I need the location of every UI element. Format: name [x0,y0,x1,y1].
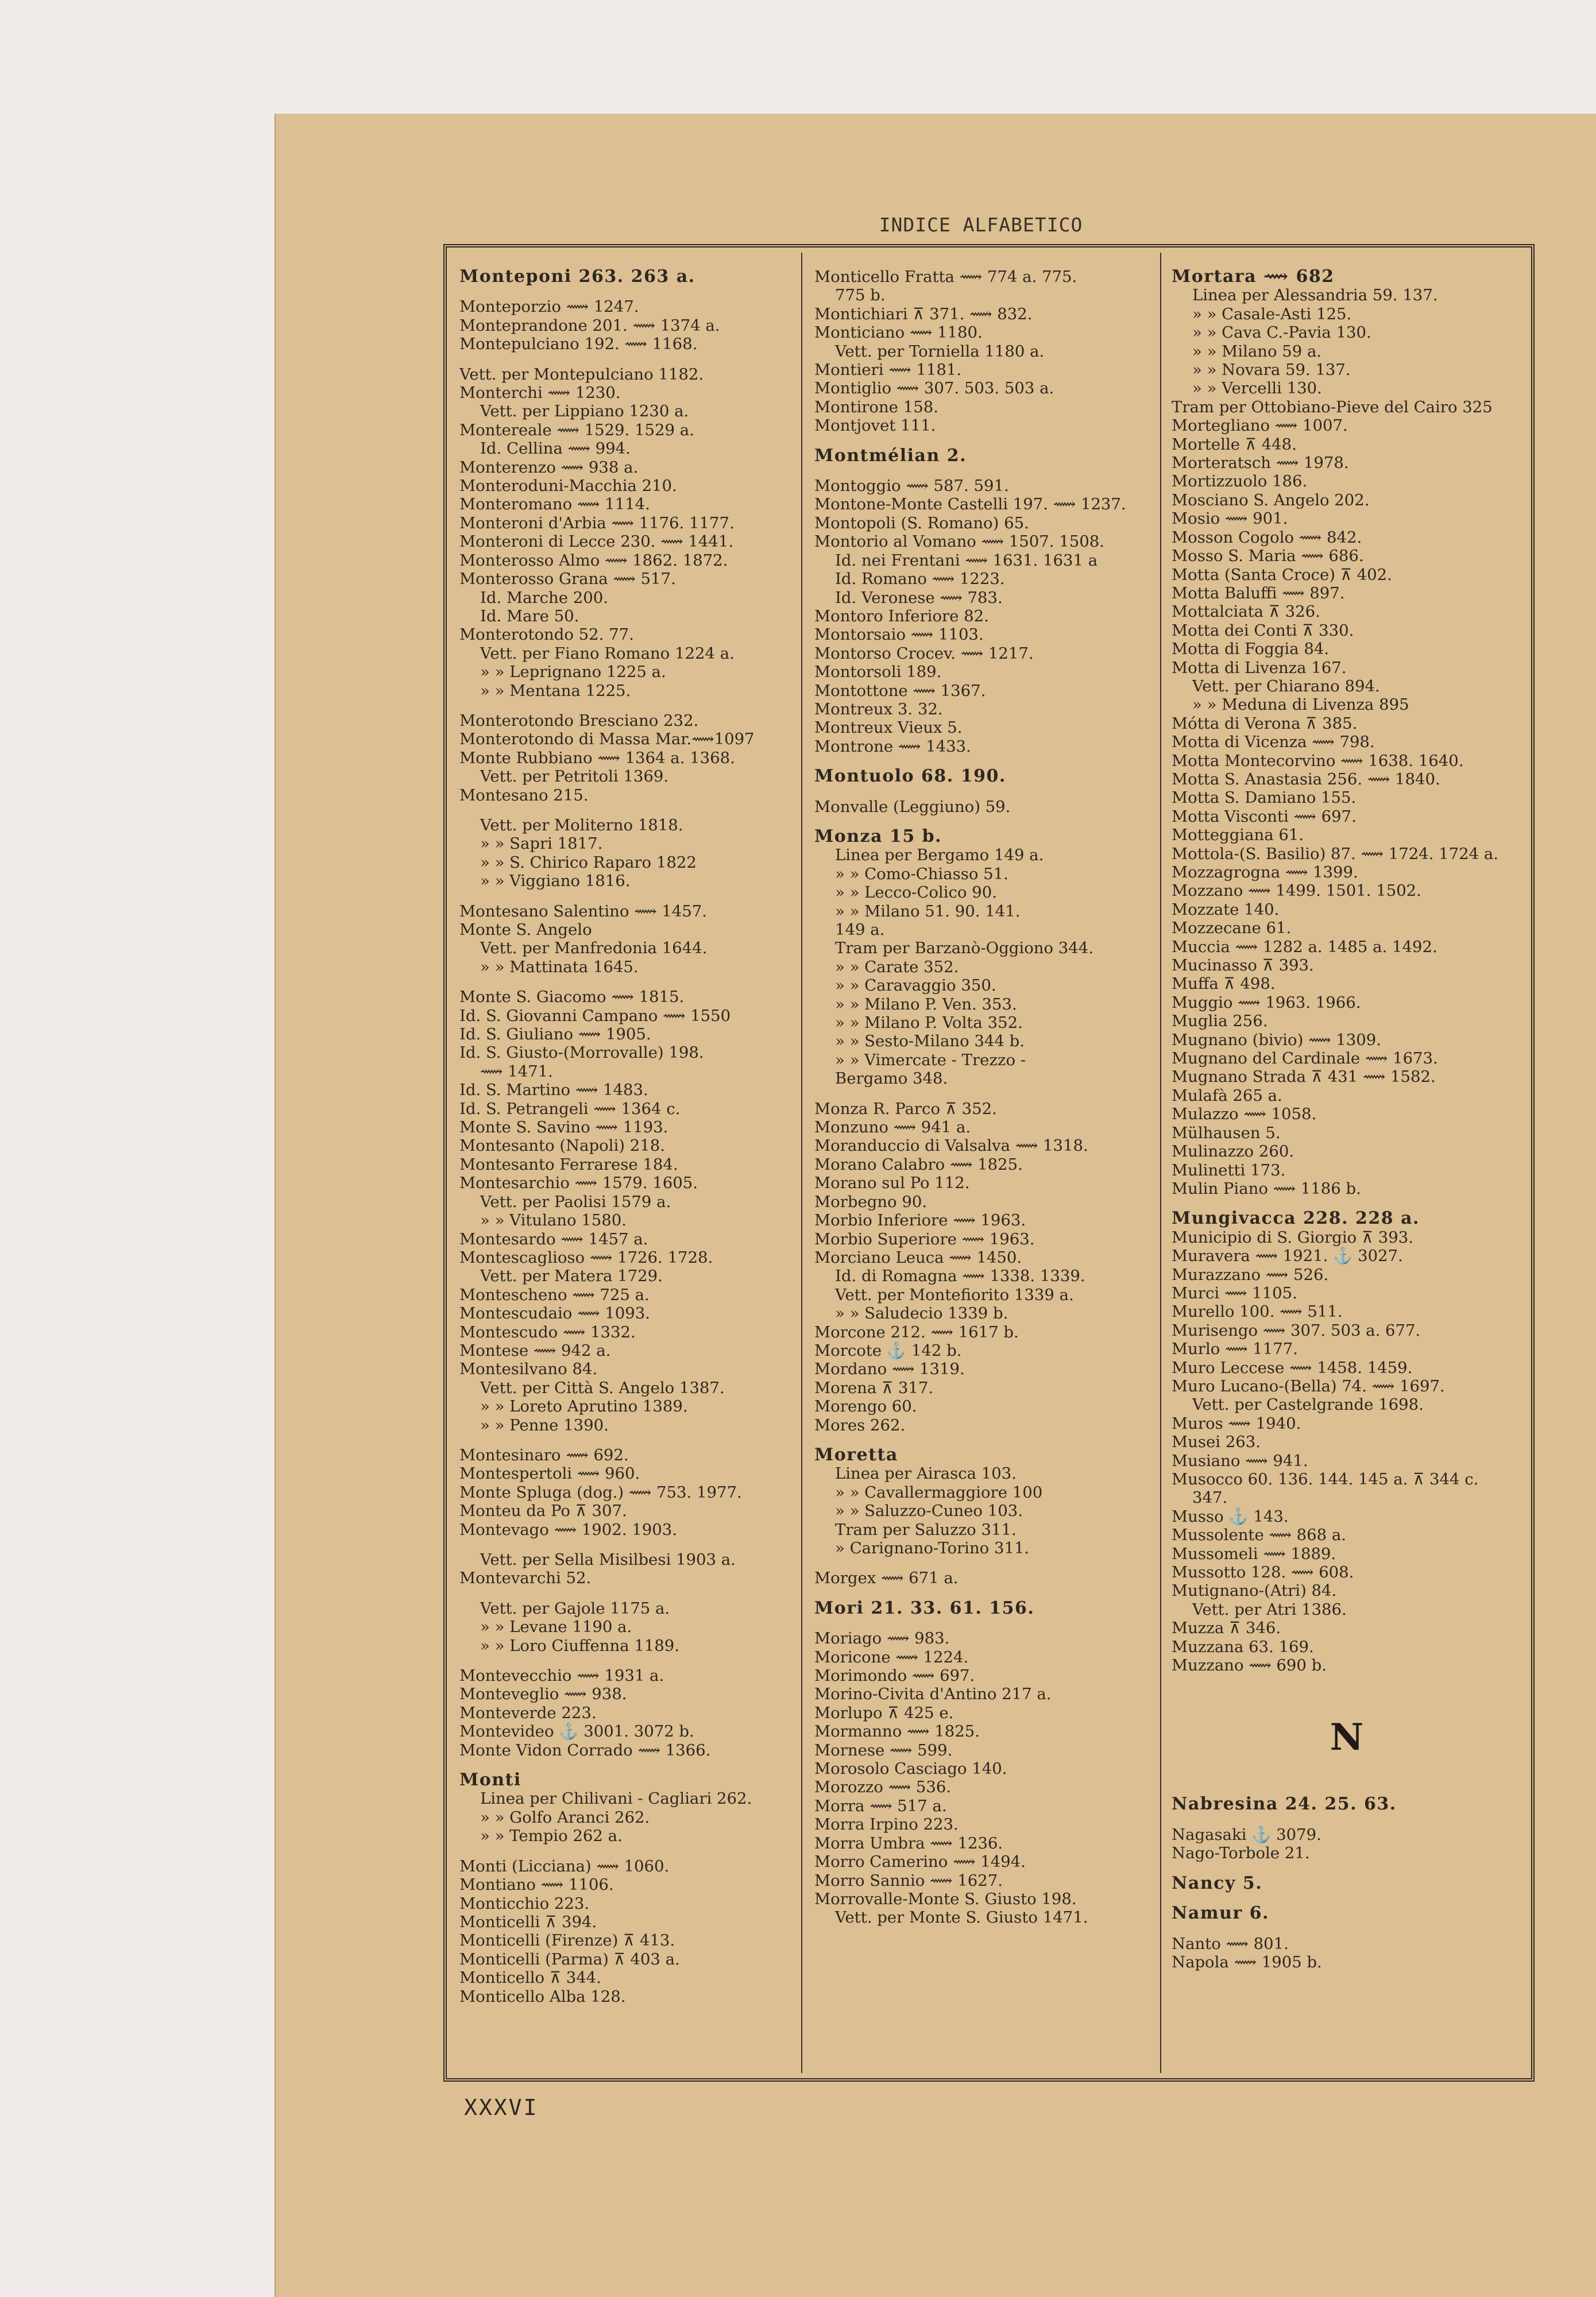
index-entry: Montorsoli 189. [814,663,942,682]
index-heading: Montmélian 2. [814,446,967,466]
index-entry: Mucinasso ⊼ 393. [1172,956,1314,975]
index-entry: Murazzano ⟿ 526. [1172,1265,1329,1284]
index-entry: Mozzano ⟿ 1499. 1501. 1502. [1172,881,1421,900]
index-entry: Motta di Livenza 167. [1172,658,1347,677]
index-entry: Vett. per Moliterno 1818. [480,815,683,834]
index-entry: » » Saluzzo-Cuneo 103. [835,1502,1023,1521]
index-entry: Montescheno ⟿ 725 a. [459,1285,650,1304]
index-entry: » » Sesto-Milano 344 b. [835,1032,1025,1051]
index-column-2 [814,268,1153,2076]
index-entry: Motta S. Damiano 155. [1172,788,1357,807]
index-entry: Morteratsch ⟿ 1978. [1172,454,1349,473]
index-entry: Mottalciata ⊼ 326. [1172,602,1320,621]
index-entry: Morrovalle-Monte S. Giusto 198. [814,1889,1077,1908]
index-entry: Monteroni di Lecce 230. ⟿ 1441. [459,532,734,551]
index-entry: » » Golfo Aranci 262. [480,1808,650,1827]
index-entry: Montesinaro ⟿ 692. [459,1445,629,1464]
index-entry: Monticelli ⊼ 394. [459,1912,597,1931]
index-entry: Mosso S. Maria ⟿ 686. [1172,547,1364,566]
index-entry: Mosio ⟿ 901. [1172,509,1288,528]
column-divider [1160,253,1161,2073]
index-entry: Municipio di S. Giorgio ⊼ 393. [1172,1228,1414,1247]
index-entry: » » Levane 1190 a. [480,1618,632,1637]
index-entry: » » S. Chirico Raparo 1822 [480,853,697,872]
index-entry: » » Como-Chiasso 51. [835,864,1008,883]
index-entry: Mosson Cogolo ⟿ 842. [1172,528,1362,547]
index-entry: Mottola-(S. Basilio) 87. ⟿ 1724. 1724 a. [1172,844,1499,863]
index-column-1 [459,268,798,2076]
index-entry: ⟿ 1471. [480,1062,553,1081]
index-entry: Id. S. Petrangeli ⟿ 1364 c. [459,1099,681,1118]
index-entry: Mosciano S. Angelo 202. [1172,490,1370,509]
index-entry: Bergamo 348. [835,1069,948,1088]
index-entry: Mortegliano ⟿ 1007. [1172,416,1348,435]
index-entry: Montiano ⟿ 1106. [459,1876,614,1894]
index-entry: Vett. per Matera 1729. [480,1267,663,1286]
index-entry: » » Tempio 262 a. [480,1827,623,1846]
index-entry: Montespertoli ⟿ 960. [459,1464,640,1483]
index-entry: Morbio Inferiore ⟿ 1963. [814,1211,1026,1230]
index-entry: Motta di Foggia 84. [1172,640,1330,659]
index-entry: Morcote ⚓ 142 b. [814,1341,962,1360]
index-entry: Murello 100. ⟿ 511. [1172,1302,1343,1321]
index-entry: Moranduccio di Valsalva ⟿ 1318. [814,1136,1088,1155]
index-entry: Morro Camerino ⟿ 1494. [814,1853,1026,1871]
index-entry: Mulin Piano ⟿ 1186 b. [1172,1179,1361,1198]
index-heading: Monza 15 b. [814,827,942,846]
index-entry: Monte S. Savino ⟿ 1193. [459,1118,668,1137]
index-entry: Morcone 212. ⟿ 1617 b. [814,1322,1019,1341]
index-entry: Montesilvano 84. [459,1360,598,1379]
index-entry: Montescaglioso ⟿ 1726. 1728. [459,1248,713,1267]
index-entry: Monteprandone 201. ⟿ 1374 a. [459,316,720,335]
index-entry: Vett. per Torniella 1180 a. [835,342,1045,361]
index-entry: » » Milano P. Ven. 353. [835,995,1017,1014]
index-entry: Morlupo ⊼ 425 e. [814,1703,954,1722]
index-entry: » » Penne 1390. [480,1416,609,1434]
index-entry: Morano sul Po 112. [814,1174,970,1193]
index-entry: Monticelli (Parma) ⊼ 403 a. [459,1950,680,1969]
index-heading: Nabresina 24. 25. 63. [1172,1795,1397,1814]
index-entry: Morosolo Casciago 140. [814,1760,1007,1778]
index-entry: Muzza ⊼ 346. [1172,1619,1281,1638]
index-entry: Montichiari ⊼ 371. ⟿ 832. [814,304,1033,323]
index-entry: Vett. per Atri 1386. [1192,1600,1347,1619]
index-entry: Montevago ⟿ 1902. 1903. [459,1520,677,1539]
index-entry: Muro Lucano-(Bella) 74. ⟿ 1697. [1172,1376,1445,1395]
index-entry: Monte Rubbiano ⟿ 1364 a. 1368. [459,748,735,767]
index-entry: Id. S. Giovanni Campano ⟿ 1550 [459,1006,731,1025]
index-entry: Monterchi ⟿ 1230. [459,384,621,403]
index-entry: » » Sapri 1817. [480,834,603,853]
index-entry: Monterosso Grana ⟿ 517. [459,570,676,589]
running-header: INDICE ALFABETICO [879,214,1083,236]
index-entry: Morozzo ⟿ 536. [814,1778,952,1797]
index-entry: Monte Spluga (dog.) ⟿ 753. 1977. [459,1483,742,1502]
index-entry: Vett. per Manfredonia 1644. [480,939,708,958]
index-entry: Mozzecane 61. [1172,919,1292,938]
index-entry: Monteroduni-Macchia 210. [459,477,677,496]
index-entry: Mulinazzo 260. [1172,1142,1294,1161]
index-entry: Id. Romano ⟿ 1223. [835,570,1005,589]
index-entry: Id. Marche 200. [480,588,609,607]
index-entry: Musei 263. [1172,1433,1261,1452]
index-entry: Montesardo ⟿ 1457 a. [459,1229,648,1248]
page-number: XXXVI [464,2095,539,2120]
index-entry: Vett. per Gajole 1175 a. [480,1599,670,1618]
index-entry: 347. [1192,1488,1228,1507]
index-entry: Monteu da Po ⊼ 307. [459,1502,627,1521]
index-entry: » » Carate 352. [835,957,959,976]
index-entry: » » Cavallermaggiore 100 [835,1483,1043,1502]
index-entry: Id. S. Martino ⟿ 1483. [459,1081,648,1100]
index-entry: Linea per Bergamo 149 a. [835,846,1044,865]
index-entry: Morra Irpino 223. [814,1815,959,1834]
index-entry: » » Saludecio 1339 b. [835,1304,1008,1323]
index-entry: Vett. per Città S. Angelo 1387. [480,1378,725,1397]
index-entry: Montjovet 111. [814,416,936,435]
index-entry: Id. S. Giusto-(Morrovalle) 198. [459,1043,704,1062]
index-entry: 149 a. [835,921,885,939]
index-entry: Muglia 256. [1172,1012,1268,1031]
index-entry: Vett. per Lippiano 1230 a. [480,402,689,421]
index-entry: Monticchio 223. [459,1894,590,1913]
index-entry: Nagasaki ⚓ 3079. [1172,1825,1321,1844]
index-entry: Montorso Crocev. ⟿ 1217. [814,644,1034,663]
index-entry: Morino-Civita d'Antino 217 a. [814,1685,1052,1704]
index-entry: Mortelle ⊼ 448. [1172,435,1297,454]
index-entry: Morgex ⟿ 671 a. [814,1569,959,1588]
index-entry: Motta Montecorvino ⟿ 1638. 1640. [1172,751,1464,770]
index-heading: Moretta [814,1445,898,1465]
index-entry: » » Lecco-Colico 90. [835,883,997,902]
index-entry: Muccia ⟿ 1282 a. 1485 a. 1492. [1172,937,1437,956]
index-entry: Montevideo ⚓ 3001. 3072 b. [459,1722,694,1741]
index-entry: Murlo ⟿ 1177. [1172,1340,1298,1359]
index-column-3 [1172,268,1522,2076]
index-entry: » » Caravaggio 350. [835,976,996,995]
index-heading: Mori 21. 33. 61. 156. [814,1599,1035,1618]
index-entry: Vett. per Castelgrande 1698. [1192,1395,1424,1414]
index-entry: » » Milano 59 a. [1192,342,1322,361]
index-entry: Vett. per Montepulciano 1182. [459,365,704,384]
index-entry: Morano Calabro ⟿ 1825. [814,1155,1023,1174]
index-entry: » » Casale-Asti 125. [1192,304,1352,323]
index-entry: Montoggio ⟿ 587. 591. [814,477,1009,496]
index-entry: » » Viggiano 1816. [480,872,631,891]
index-entry: Morra ⟿ 517 a. [814,1796,947,1815]
index-entry: Monterotondo Bresciano 232. [459,711,699,730]
index-entry: Moricone ⟿ 1224. [814,1648,969,1666]
index-entry: Montiglio ⟿ 307. 503. 503 a. [814,379,1054,398]
index-entry: Murisengo ⟿ 307. 503 a. 677. [1172,1321,1421,1340]
index-entry: Morbegno 90. [814,1192,928,1211]
index-entry: Tram per Saluzzo 311. [835,1520,1017,1539]
index-entry: Mugnano (bivio) ⟿ 1309. [1172,1030,1381,1049]
index-entry: Monte S. Angelo [459,921,592,939]
index-entry: Tram per Barzanò-Oggiono 344. [835,939,1094,958]
index-entry: Motta Baluffi ⟿ 897. [1172,583,1345,602]
index-heading: Monti [459,1771,521,1790]
index-entry: Id. Veronese ⟿ 783. [835,588,1003,607]
index-entry: Nanto ⟿ 801. [1172,1934,1289,1953]
index-entry: Mulazzo ⟿ 1058. [1172,1105,1317,1124]
index-entry: Montesanto (Napoli) 218. [459,1136,665,1155]
index-entry: Motta S. Anastasia 256. ⟿ 1840. [1172,769,1440,788]
index-entry: Monzuno ⟿ 941 a. [814,1118,971,1137]
index-heading: Nancy 5. [1172,1874,1263,1893]
index-entry: Mussolente ⟿ 868 a. [1172,1526,1347,1545]
index-entry: Monticelli (Firenze) ⊼ 413. [459,1931,675,1950]
index-entry: Morciano Leuca ⟿ 1450. [814,1248,1022,1267]
index-entry: Montepulciano 192. ⟿ 1168. [459,335,698,354]
index-entry: » » Leprignano 1225 a. [480,663,666,682]
index-entry: Monteverde 223. [459,1703,597,1722]
index-entry: Monticello Alba 128. [459,1987,626,2006]
index-entry: Muggio ⟿ 1963. 1966. [1172,993,1361,1012]
index-entry: Mortizzuolo 186. [1172,472,1308,491]
index-entry: Motta (Santa Croce) ⊼ 402. [1172,565,1392,584]
index-entry: Vett. per Montefiorito 1339 a. [835,1285,1074,1304]
index-entry: 775 b. [835,286,886,305]
index-entry: Mordano ⟿ 1319. [814,1360,965,1379]
index-entry: » » Mattinata 1645. [480,957,639,976]
index-entry: Monticiano ⟿ 1180. [814,323,983,342]
index-entry: Montevarchi 52. [459,1569,592,1588]
index-entry: Montescudaio ⟿ 1093. [459,1304,650,1323]
index-entry: Muffa ⊼ 498. [1172,975,1276,993]
index-entry: » » Vimercate - Trezzo - [835,1050,1026,1069]
index-entry: Monvalle (Leggiuno) 59. [814,797,1011,816]
index-heading: Mortara ⟿ 682 [1172,268,1335,287]
index-entry: Vett. per Petritoli 1369. [480,767,669,786]
index-entry: Montottone ⟿ 1367. [814,681,986,700]
index-entry: Mulafà 265 a. [1172,1086,1282,1105]
index-entry: » » Novara 59. 137. [1192,361,1351,380]
index-entry: Motteggiana 61. [1172,826,1304,845]
index-entry: Mussomeli ⟿ 1889. [1172,1544,1336,1563]
index-entry: » » Vitulano 1580. [480,1211,627,1230]
index-entry: Motta Visconti ⟿ 697. [1172,807,1357,826]
index-entry: Montrone ⟿ 1433. [814,737,971,756]
index-entry: Montone-Monte Castelli 197. ⟿ 1237. [814,495,1126,514]
index-heading: Namur 6. [1172,1904,1269,1923]
index-entry: Mulinetti 173. [1172,1161,1286,1180]
index-entry: Montesarchio ⟿ 1579. 1605. [459,1174,698,1193]
index-entry: Montesanto Ferrarese 184. [459,1155,678,1174]
index-entry: » » Milano 51. 90. 141. [835,902,1021,921]
index-entry: Monteveglio ⟿ 938. [459,1685,627,1704]
index-entry: Motta di Vicenza ⟿ 798. [1172,733,1375,752]
index-entry: Montorsaio ⟿ 1103. [814,625,984,644]
index-heading: Montuolo 68. 190. [814,767,1006,786]
index-entry: Monterotondo 52. 77. [459,625,634,644]
index-entry: Mussotto 128. ⟿ 608. [1172,1563,1354,1582]
index-entry: Monza R. Parco ⊼ 352. [814,1099,997,1118]
index-entry: Moriago ⟿ 983. [814,1629,950,1648]
index-entry: Vett. per Chiarano 894. [1192,676,1380,695]
index-entry: Montevecchio ⟿ 1931 a. [459,1666,664,1685]
index-entry: » » Vercelli 130. [1192,379,1322,398]
index-entry: Monticello Fratta ⟿ 774 a. 775. [814,268,1077,286]
index-entry: Id. S. Giuliano ⟿ 1905. [459,1025,651,1044]
index-entry: Muzzana 63. 169. [1172,1637,1314,1656]
index-entry: Nago-Torbole 21. [1172,1844,1310,1863]
index-entry: Monterotondo di Massa Mar.⟿1097 [459,730,755,749]
index-entry: Morena ⊼ 317. [814,1378,934,1397]
index-entry: Monterosso Almo ⟿ 1862. 1872. [459,551,728,570]
index-entry: Id. Cellina ⟿ 994. [480,439,631,458]
index-entry: Id. Mare 50. [480,606,579,625]
index-entry: Vett. per Monte S. Giusto 1471. [835,1908,1088,1927]
index-entry: Morro Sannio ⟿ 1627. [814,1871,1003,1890]
index-entry: Mores 262. [814,1416,906,1434]
index-entry: Montreux 3. 32. [814,699,943,718]
index-entry: Montreux Vieux 5. [814,718,963,737]
index-entry: » » Milano P. Volta 352. [835,1014,1023,1033]
index-entry: Mótta di Verona ⊼ 385. [1172,714,1358,733]
index-entry: Tram per Ottobiano-Pieve del Cairo 325 [1172,397,1493,416]
index-entry: Monticello ⊼ 344. [459,1969,601,1987]
index-entry: Morbio Superiore ⟿ 1963. [814,1229,1035,1248]
index-entry: Montieri ⟿ 1181. [814,361,962,380]
index-entry: Musso ⚓ 143. [1172,1507,1289,1526]
index-entry: Monteromano ⟿ 1114. [459,495,650,514]
index-entry: » » Cava C.-Pavia 130. [1192,323,1371,342]
index-entry: Napola ⟿ 1905 b. [1172,1952,1322,1971]
index-entry: Morra Umbra ⟿ 1236. [814,1834,1003,1853]
index-entry: » » Loreto Aprutino 1389. [480,1397,688,1416]
index-entry: Muros ⟿ 1940. [1172,1414,1301,1433]
index-entry: Monteporzio ⟿ 1247. [459,297,639,316]
index-entry: Monte Vidon Corrado ⟿ 1366. [459,1741,711,1760]
index-entry: Muzzano ⟿ 690 b. [1172,1656,1327,1675]
index-entry: Montirone 158. [814,397,938,416]
index-entry: Vett. per Sella Misilbesi 1903 a. [480,1550,736,1569]
index-entry: Vett. per Paolisi 1579 a. [480,1192,671,1211]
column-divider [801,253,802,2073]
index-entry: Mozzate 140. [1172,900,1280,919]
index-entry: Musiano ⟿ 941. [1172,1451,1308,1470]
index-entry: Montoro Inferiore 82. [814,606,989,625]
index-entry: Montesano Salentino ⟿ 1457. [459,902,708,921]
index-entry: Mülhausen 5. [1172,1123,1281,1142]
index-entry: » » Meduna di Livenza 895 [1192,695,1409,714]
index-entry: Montopoli (S. Romano) 65. [814,513,1029,532]
index-entry: Morengo 60. [814,1397,917,1416]
index-entry: » » Loro Ciuffenna 1189. [480,1636,680,1655]
index-entry: Montereale ⟿ 1529. 1529 a. [459,420,694,439]
index-entry: Vett. per Fiano Romano 1224 a. [480,644,735,663]
index-entry: Muro Leccese ⟿ 1458. 1459. [1172,1358,1413,1377]
index-entry: Musocco 60. 136. 144. 145 a. ⊼ 344 c. [1172,1470,1479,1488]
index-heading: Monteponi 263. 263 a. [459,268,695,287]
index-entry: Montescudo ⟿ 1332. [459,1322,636,1341]
index-entry: Id. di Romagna ⟿ 1338. 1339. [835,1267,1085,1286]
index-entry: Mormanno ⟿ 1825. [814,1722,980,1741]
index-entry: Linea per Chilivani - Cagliari 262. [480,1789,752,1808]
index-entry: Mozzagrogna ⟿ 1399. [1172,863,1358,881]
index-entry: Montesano 215. [459,786,589,805]
index-entry: Monterenzo ⟿ 938 a. [459,458,639,477]
index-entry: Murci ⟿ 1105. [1172,1283,1297,1302]
index-entry: Monte S. Giacomo ⟿ 1815. [459,988,685,1007]
index-entry: Montese ⟿ 942 a. [459,1341,611,1360]
index-entry: Morimondo ⟿ 697. [814,1666,975,1685]
index-entry: Mugnano Strada ⊼ 431 ⟿ 1582. [1172,1068,1436,1086]
index-entry: Montorio al Vomano ⟿ 1507. 1508. [814,532,1104,551]
section-letter: N [1330,1716,1364,1760]
index-entry: Linea per Alessandria 59. 137. [1192,286,1438,305]
index-entry: Monteroni d'Arbia ⟿ 1176. 1177. [459,513,735,532]
index-entry: » » Mentana 1225. [480,681,631,700]
index-entry: Muravera ⟿ 1921. ⚓ 3027. [1172,1247,1403,1266]
index-entry: Mornese ⟿ 599. [814,1741,953,1760]
index-entry: Mutignano-(Atri) 84. [1172,1581,1337,1600]
index-entry: Id. nei Frentani ⟿ 1631. 1631 a [835,551,1098,570]
index-entry: Mugnano del Cardinale ⟿ 1673. [1172,1049,1438,1068]
index-heading: Mungivacca 228. 228 a. [1172,1209,1420,1228]
index-entry: Linea per Airasca 103. [835,1464,1017,1483]
index-entry: » Carignano-Torino 311. [835,1539,1030,1557]
index-entry: Motta dei Conti ⊼ 330. [1172,621,1354,640]
index-entry: Monti (Licciana) ⟿ 1060. [459,1857,670,1876]
